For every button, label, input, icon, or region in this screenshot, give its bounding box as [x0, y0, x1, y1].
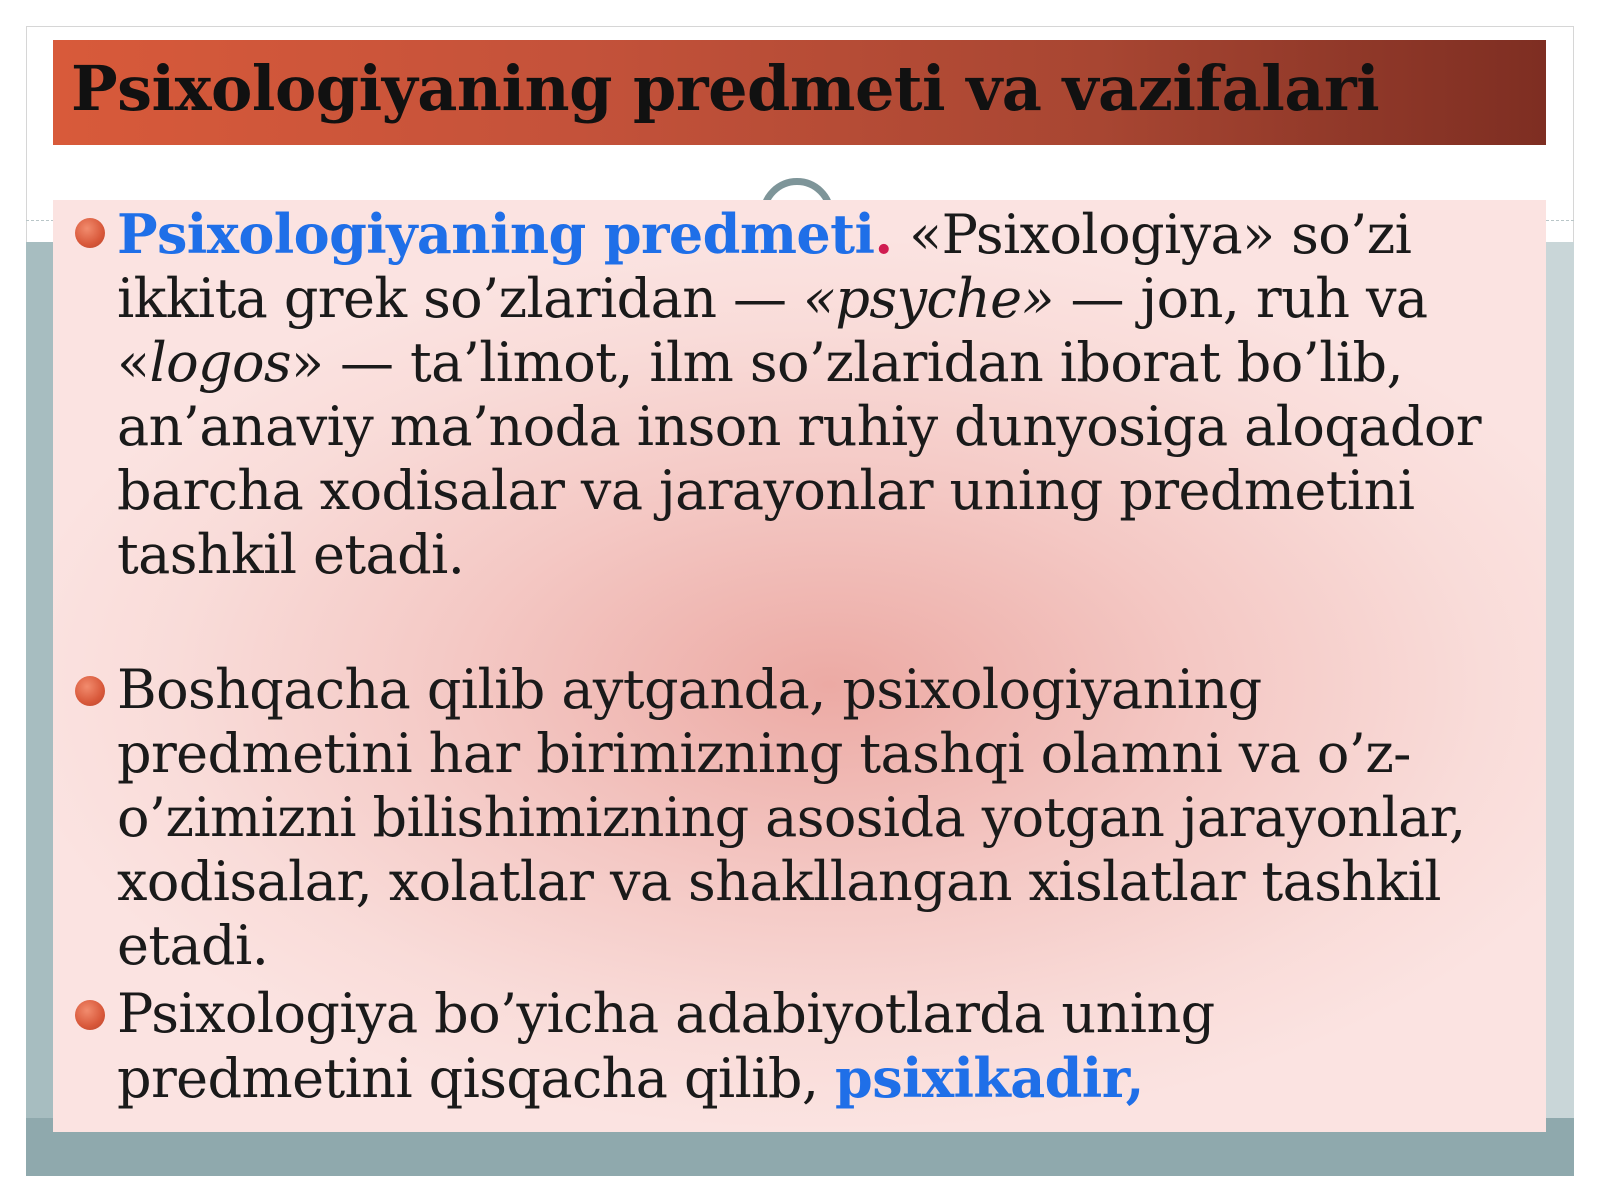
bullet-1-highlight-punct: .	[874, 202, 893, 266]
content-box	[53, 200, 1546, 1132]
bullet-1-text-part1: «Psixologiya» so’zi ikkita grek so’zlaridan —	[117, 203, 1412, 330]
bullet-1-italic-logos: logos	[149, 331, 292, 394]
bullet-1-highlight: Psixologiyaning predmeti	[117, 202, 875, 266]
bullet-3-text: Psixologiya bo’yicha adabiyotlarda uning predmetini qisqacha qilib,	[117, 982, 1215, 1110]
bullet-2-text: Boshqacha qilib aytganda, psixologiyaning predmetini har birimizning tashqi olamni va o’z-o’zimizni bilishimizning asosida yotgan jarayonlar, xodisalar, xolatlar va shakllangan xislatlar tashkil etadi.	[117, 658, 1466, 977]
bullet-1-italic-psyche: «psyche»	[802, 267, 1054, 330]
bullet-dot-icon	[75, 676, 105, 706]
title-bar	[53, 40, 1546, 145]
bullet-dot-icon	[75, 1000, 105, 1030]
bullet-1-text-part2: — jon, ruh va «	[117, 267, 1428, 394]
bullet-item-3	[53, 982, 1546, 1111]
bullet-3-highlight: psixikadir,	[835, 1046, 1144, 1110]
bullet-item-1	[53, 200, 1546, 587]
bullet-item-2	[53, 658, 1546, 978]
bullet-1-text-part3: » — ta’limot, ilm so’zlaridan iborat bo’lib, an’anaviy ma’noda inson ruhiy dunyosiga aloqador barcha xodisalar va jarayonlar uning predmetini tashkil etadi.	[117, 331, 1481, 586]
slide-title: Psixologiyaning predmeti va vazifalari	[71, 52, 1380, 125]
bullet-dot-icon	[75, 218, 105, 248]
